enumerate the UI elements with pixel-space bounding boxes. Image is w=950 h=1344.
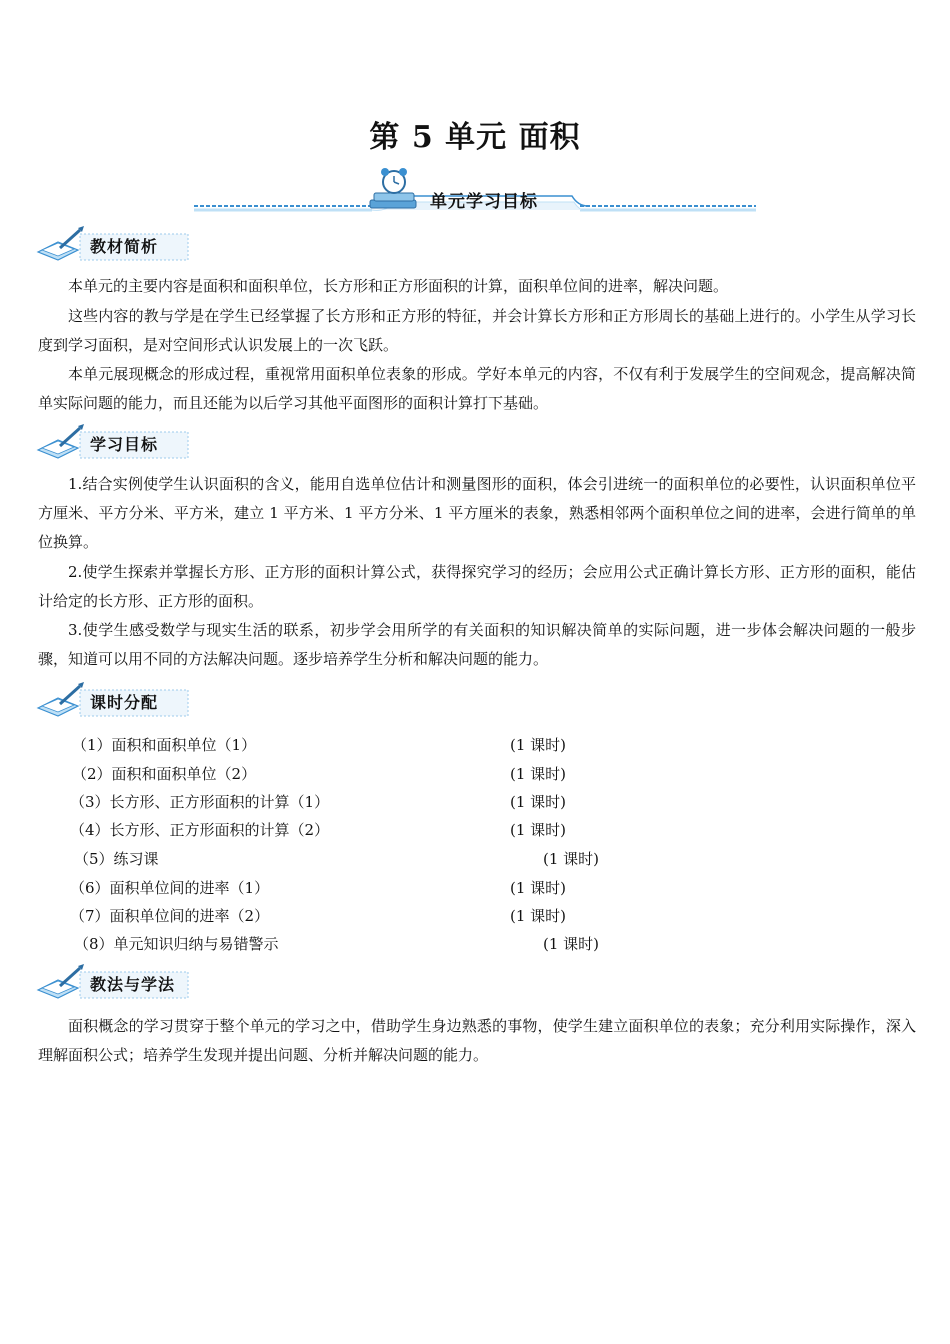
- schedule-item-hours: (1 课时): [510, 765, 567, 783]
- schedule-item-name: （7）面积单位间的进率（2）: [70, 907, 270, 925]
- goal-paragraph-1: 1.结合实例使学生认识面积的含义，能用自选单位估计和测量图形的面积，体会引进统一的面积单位的必要性，认识面积单位平方厘米、平方分米、平方米，建立 1 平方米、1 平方分米、1 平方厘米的表象，熟悉相邻两个面积单位之间的进率，会进行简单的单位换算。: [38, 475, 916, 551]
- alarm-clock-on-books-icon: [370, 168, 416, 208]
- schedule-item-hours: (1 课时): [510, 793, 567, 811]
- materials-paragraph-2: 这些内容的教与学是在学生已经掌握了长方形和正方形的特征，并会计算长方形和正方形周长的基础上进行的。小学生从学习长度到学习面积，是对空间形式认识发展上的一次飞跃。: [38, 307, 916, 354]
- section-heading-materials: [34, 226, 194, 266]
- schedule-item-name: （3）长方形、正方形面积的计算（1）: [70, 793, 330, 811]
- schedule-item-hours: (1 课时): [510, 907, 567, 925]
- section-heading-methods: [34, 964, 194, 1004]
- schedule-item-name: （4）长方形、正方形面积的计算（2）: [70, 821, 330, 839]
- section-label: 课时分配: [90, 693, 159, 712]
- goal-paragraph-3: 3.使学生感受数学与现实生活的联系，初步学会用所学的有关面积的知识解决简单的实际问题，进一步体会解决问题的一般步骤，知道可以用不同的方法解决问题。逐步培养学生分析和解决问题的能力。: [38, 621, 916, 668]
- materials-paragraph-1: 本单元的主要内容是面积和面积单位，长方形和正方形面积的计算，面积单位间的进率，解决问题。: [68, 277, 729, 295]
- schedule-item-name: （1）面积和面积单位（1）: [72, 736, 257, 754]
- goal-paragraph-2: 2.使学生探索并掌握长方形、正方形的面积计算公式，获得探究学习的经历；会应用公式正确计算长方形、正方形的面积，能估计给定的长方形、正方形的面积。: [38, 563, 916, 610]
- schedule-item-hours: (1 课时): [510, 879, 567, 897]
- section-label: 教材简析: [90, 237, 159, 256]
- schedule-item-hours: (1 课时): [543, 935, 600, 953]
- page-title: 第 5 单元 面积: [369, 120, 581, 155]
- schedule-item-hours: (1 课时): [510, 821, 567, 839]
- materials-paragraph-3: 本单元展现概念的形成过程，重视常用面积单位表象的形成。学好本单元的内容，不仅有利于发展学生的空间观念，提高解决简单实际问题的能力，而且还能为以后学习其他平面图形的面积计算打下基础。: [38, 365, 916, 412]
- section-label: 教法与学法: [90, 975, 176, 994]
- banner-label: 单元学习目标: [430, 192, 538, 212]
- methods-paragraph-1: 面积概念的学习贯穿于整个单元的学习之中，借助学生身边熟悉的事物，使学生建立面积单位的表象；充分利用实际操作，深入理解面积公式；培养学生发现并提出问题、分析并解决问题的能力。: [38, 1017, 916, 1064]
- schedule-item-hours: (1 课时): [543, 850, 600, 868]
- schedule-item-hours: (1 课时): [510, 736, 567, 754]
- schedule-item-name: （2）面积和面积单位（2）: [72, 765, 257, 783]
- schedule-item-name: （8）单元知识归纳与易错警示: [74, 935, 279, 953]
- section-heading-schedule: [34, 682, 194, 722]
- schedule-item-name: （5）练习课: [74, 850, 159, 868]
- section-label: 学习目标: [90, 435, 159, 454]
- section-heading-goals: [34, 424, 194, 464]
- schedule-item-name: （6）面积单位间的进率（1）: [70, 879, 270, 897]
